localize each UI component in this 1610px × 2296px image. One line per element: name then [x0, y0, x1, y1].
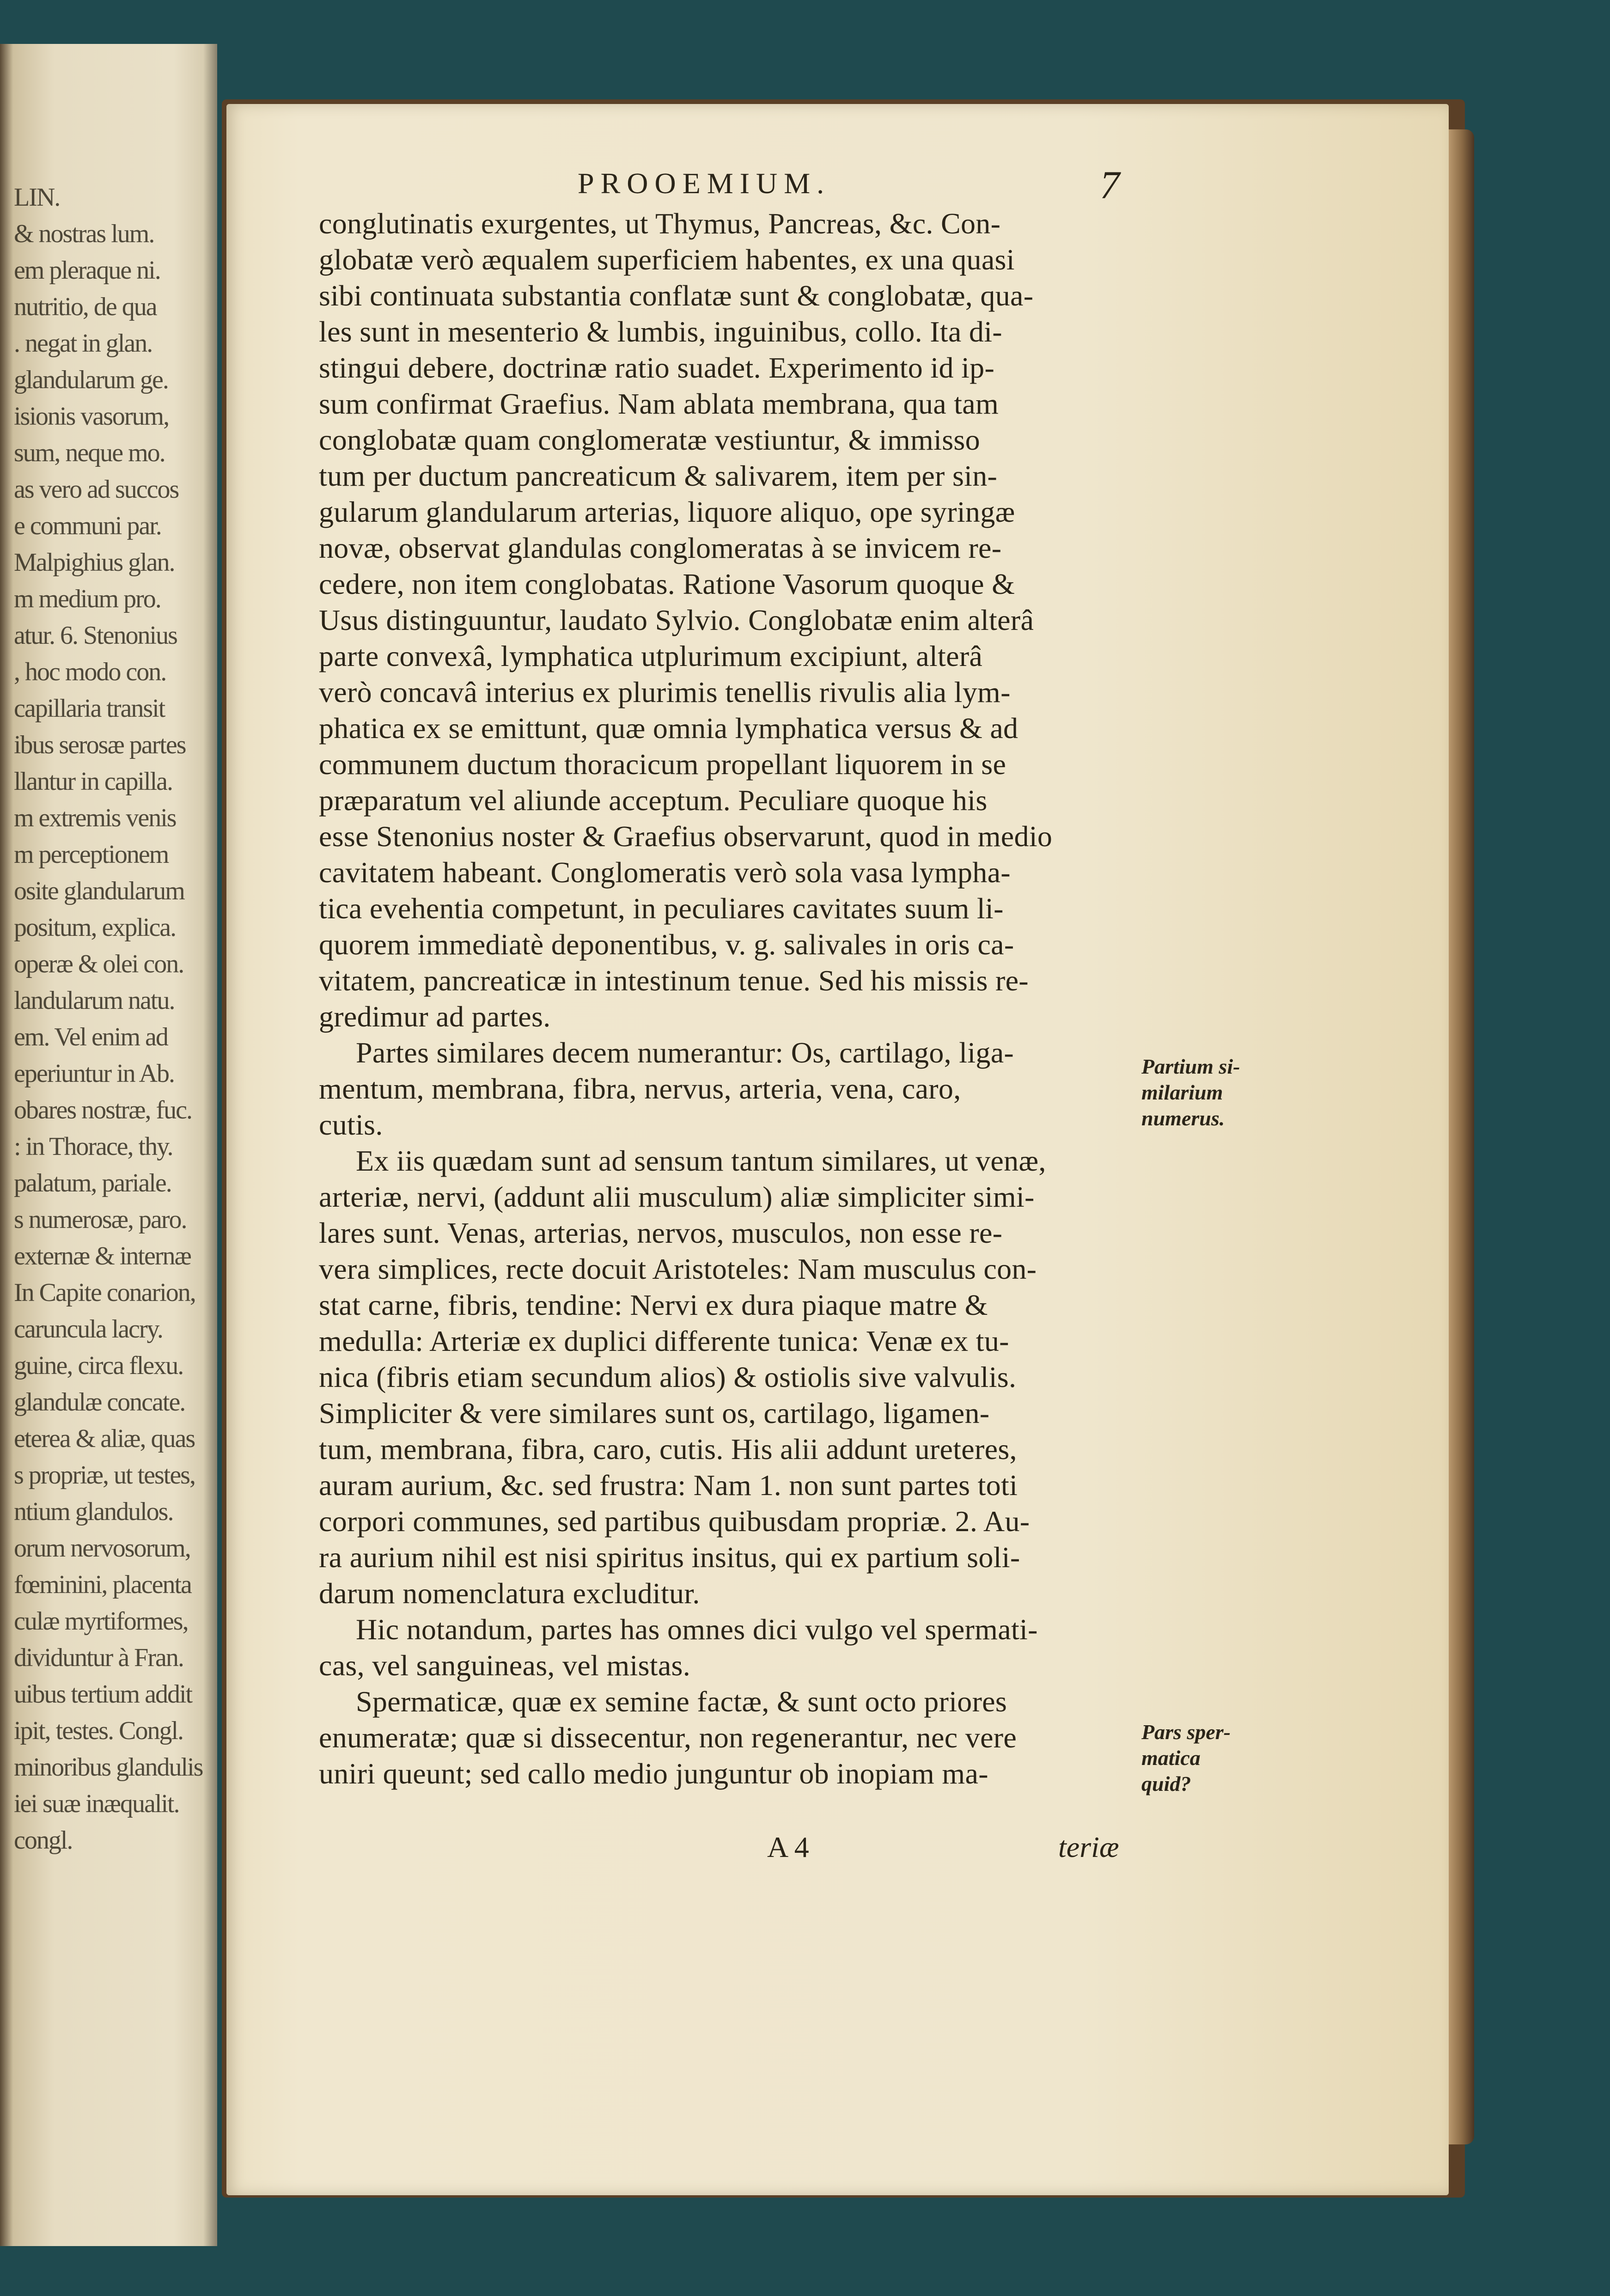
left-page-line: osite glandularum	[14, 877, 184, 905]
left-page-line: as vero ad succos	[14, 475, 179, 504]
text-line: Simpliciter & vere similares sunt os, cartilago, ligamen-	[319, 1397, 990, 1429]
page-number: 7	[1100, 163, 1120, 207]
left-page-line: atur. 6. Stenonius	[14, 621, 177, 650]
left-page-line: positum, explica.	[14, 913, 176, 942]
left-page-line: glandulæ concate.	[14, 1388, 185, 1417]
left-page-line: m perceptionem	[14, 840, 169, 869]
text-line: vera simplices, recte docuit Aristoteles: Nam musculus con-	[319, 1252, 1037, 1285]
text-line: Partes similares decem numerantur: Os, cartilago, liga-	[356, 1036, 1014, 1069]
left-page-line: palatum, pariale.	[14, 1169, 171, 1197]
left-page-line: uibus tertium addit	[14, 1680, 192, 1709]
marginal-note-line: Partium si-	[1141, 1055, 1240, 1078]
text-line: gredimur ad partes.	[319, 1000, 551, 1033]
text-line: esse Stenonius noster & Graefius observarunt, quod in medio	[319, 820, 1053, 853]
text-line: medulla: Arteriæ ex duplici differente tunica: Venæ ex tu-	[319, 1325, 1009, 1357]
text-line: novæ, observat glandulas conglomeratas à se invicem re-	[319, 531, 1002, 564]
left-page-line: culæ myrtiformes,	[14, 1607, 188, 1636]
left-page-line: obares nostræ, fuc.	[14, 1096, 192, 1124]
left-page	[0, 44, 217, 2246]
marginal-note-line: matica	[1141, 1746, 1201, 1770]
left-page-line: s numerosæ, paro.	[14, 1205, 187, 1234]
text-line: Usus distinguuntur, laudato Sylvio. Conglobatæ enim alterâ	[319, 604, 1034, 636]
left-page-line: & nostras lum.	[14, 220, 154, 248]
text-line: Ex iis quædam sunt ad sensum tantum similares, ut venæ,	[356, 1144, 1046, 1177]
text-line: mentum, membrana, fibra, nervus, arteria, vena, caro,	[319, 1072, 961, 1105]
left-page-line: congl.	[14, 1826, 73, 1855]
marginal-note-line: numerus.	[1141, 1106, 1225, 1130]
left-page-line: . negat in glan.	[14, 329, 152, 358]
catchword: teriæ	[1058, 1831, 1119, 1863]
text-line: vitatem, pancreaticæ in intestinum tenue. Sed his missis re-	[319, 964, 1029, 997]
text-line: cedere, non item conglobatas. Ratione Vasorum quoque &	[319, 568, 1015, 600]
text-line: cas, vel sanguineas, vel mistas.	[319, 1649, 691, 1682]
left-page-line: glandularum ge.	[14, 366, 168, 394]
marginal-note-partium	[1141, 1054, 1240, 1131]
left-page-line: In Capite conarion,	[14, 1278, 195, 1307]
left-page-line: dividuntur à Fran.	[14, 1643, 183, 1672]
left-page-line: em. Vel enim ad	[14, 1023, 168, 1051]
text-line: darum nomenclatura excluditur.	[319, 1577, 700, 1610]
left-page-line: eperiuntur in Ab.	[14, 1059, 175, 1088]
left-page-line: m extremis venis	[14, 804, 176, 832]
left-page-line: Malpighius glan.	[14, 548, 175, 577]
text-line: verò concavâ interius ex plurimis tenellis rivulis alia lym-	[319, 676, 1011, 708]
text-line: stingui debere, doctrinæ ratio suadet. Experimento id ip-	[319, 351, 995, 384]
left-page-line: ibus serosæ partes	[14, 731, 186, 759]
left-page-line: sum, neque mo.	[14, 439, 165, 467]
marginal-note-line: milarium	[1141, 1081, 1223, 1104]
left-page-line: guine, circa flexu.	[14, 1351, 183, 1380]
text-line: tum per ductum pancreaticum & salivarem, item per sin-	[319, 459, 998, 492]
left-page-line: llantur in capilla.	[14, 767, 172, 796]
text-line: phatica ex se emittunt, quæ omnia lymphatica versus & ad	[319, 712, 1018, 745]
left-page-line: isionis vasorum,	[14, 402, 169, 431]
left-page-line: s propriæ, ut testes,	[14, 1461, 195, 1490]
text-line: tica evehentia competunt, in peculiares cavitates suum li-	[319, 892, 1004, 925]
left-page-line: LIN.	[14, 183, 60, 212]
marginal-note-pars	[1141, 1719, 1231, 1797]
text-line: Hic notandum, partes has omnes dici vulgo vel spermati-	[356, 1613, 1038, 1646]
text-line: ra aurium nihil est nisi spiritus insitus, qui ex partium soli-	[319, 1541, 1020, 1574]
left-page-line: ntium glandulos.	[14, 1497, 173, 1526]
left-page-line: fœminini, placenta	[14, 1570, 191, 1599]
text-line: cavitatem habeant. Conglomeratis verò sola vasa lympha-	[319, 856, 1011, 889]
text-line: gularum glandularum arterias, liquore aliquo, ope syringæ	[319, 495, 1015, 528]
left-page-line: caruncula lacry.	[14, 1315, 163, 1343]
signature-mark: A 4	[767, 1831, 809, 1863]
left-page-line: externæ & internæ	[14, 1242, 191, 1270]
text-line: communem ductum thoracicum propellant liquorem in se	[319, 748, 1006, 781]
left-page-line: eterea & aliæ, quas	[14, 1424, 195, 1453]
text-line: enumeratæ; quæ si dissecentur, non regenerantur, nec vere	[319, 1721, 1017, 1754]
text-line: Spermaticæ, quæ ex semine factæ, & sunt octo priores	[356, 1685, 1007, 1718]
text-line: nica (fibris etiam secundum alios) & ostiolis sive valvulis.	[319, 1361, 1017, 1393]
left-page-line: capillaria transit	[14, 694, 165, 723]
left-page-line: e communi par.	[14, 512, 161, 540]
left-page-line: ipit, testes. Congl.	[14, 1716, 183, 1745]
text-line: sum confirmat Graefius. Nam ablata membrana, qua tam	[319, 387, 999, 420]
main-text-block	[319, 206, 1151, 1792]
left-page-line: landularum natu.	[14, 986, 175, 1015]
marginal-note-line: quid?	[1141, 1772, 1191, 1795]
text-line: cutis.	[319, 1108, 383, 1141]
left-page-line: operæ & olei con.	[14, 950, 184, 978]
text-line: arteriæ, nervi, (addunt alii musculum) aliæ simpliciter simi-	[319, 1180, 1035, 1213]
text-line: uniri queunt; sed callo medio junguntur ob inopiam ma-	[319, 1757, 988, 1790]
left-page-line: minoribus glandulis	[14, 1753, 203, 1782]
text-line: conglobatæ quam conglomeratæ vestiuntur, & immisso	[319, 423, 980, 456]
text-line: corpori communes, sed partibus quibusdam propriæ. 2. Au-	[319, 1505, 1030, 1538]
text-line: stat carne, fibris, tendine: Nervi ex dura piaque matre &	[319, 1288, 988, 1321]
text-line: sibi continuata substantia conflatæ sunt & conglobatæ, qua-	[319, 279, 1034, 312]
left-page-line: m medium pro.	[14, 585, 161, 613]
text-line: globatæ verò æqualem superficiem habentes, ex una quasi	[319, 243, 1015, 276]
gutter-shadow	[203, 44, 217, 2246]
text-line: auram aurium, &c. sed frustra: Nam 1. non sunt partes toti	[319, 1469, 1018, 1502]
text-line: tum, membrana, fibra, caro, cutis. His alii addunt ureteres,	[319, 1433, 1017, 1466]
marginal-note-line: Pars sper-	[1141, 1720, 1231, 1744]
left-page-line: , hoc modo con.	[14, 658, 166, 686]
text-line: les sunt in mesenterio & lumbis, inguinibus, collo. Ita di-	[319, 315, 1002, 348]
left-page-line: : in Thorace, thy.	[14, 1132, 173, 1161]
left-page-line: nutritio, de qua	[14, 293, 157, 321]
text-line: quorem immediatè deponentibus, v. g. salivales in oris ca-	[319, 928, 1014, 961]
left-page-line: orum nervosorum,	[14, 1534, 190, 1563]
text-line: parte convexâ, lymphatica utplurimum excipiunt, alterâ	[319, 640, 983, 672]
running-head: PROOEMIUM.	[578, 167, 831, 200]
text-line: conglutinatis exurgentes, ut Thymus, Pancreas, &c. Con-	[319, 207, 1001, 240]
left-page-line: em pleraque ni.	[14, 256, 160, 285]
text-line: præparatum vel aliunde acceptum. Peculiare quoque his	[319, 784, 988, 817]
left-page-line: iei suæ inæqualit.	[14, 1789, 179, 1818]
text-line: lares sunt. Venas, arterias, nervos, musculos, non esse re-	[319, 1216, 1003, 1249]
